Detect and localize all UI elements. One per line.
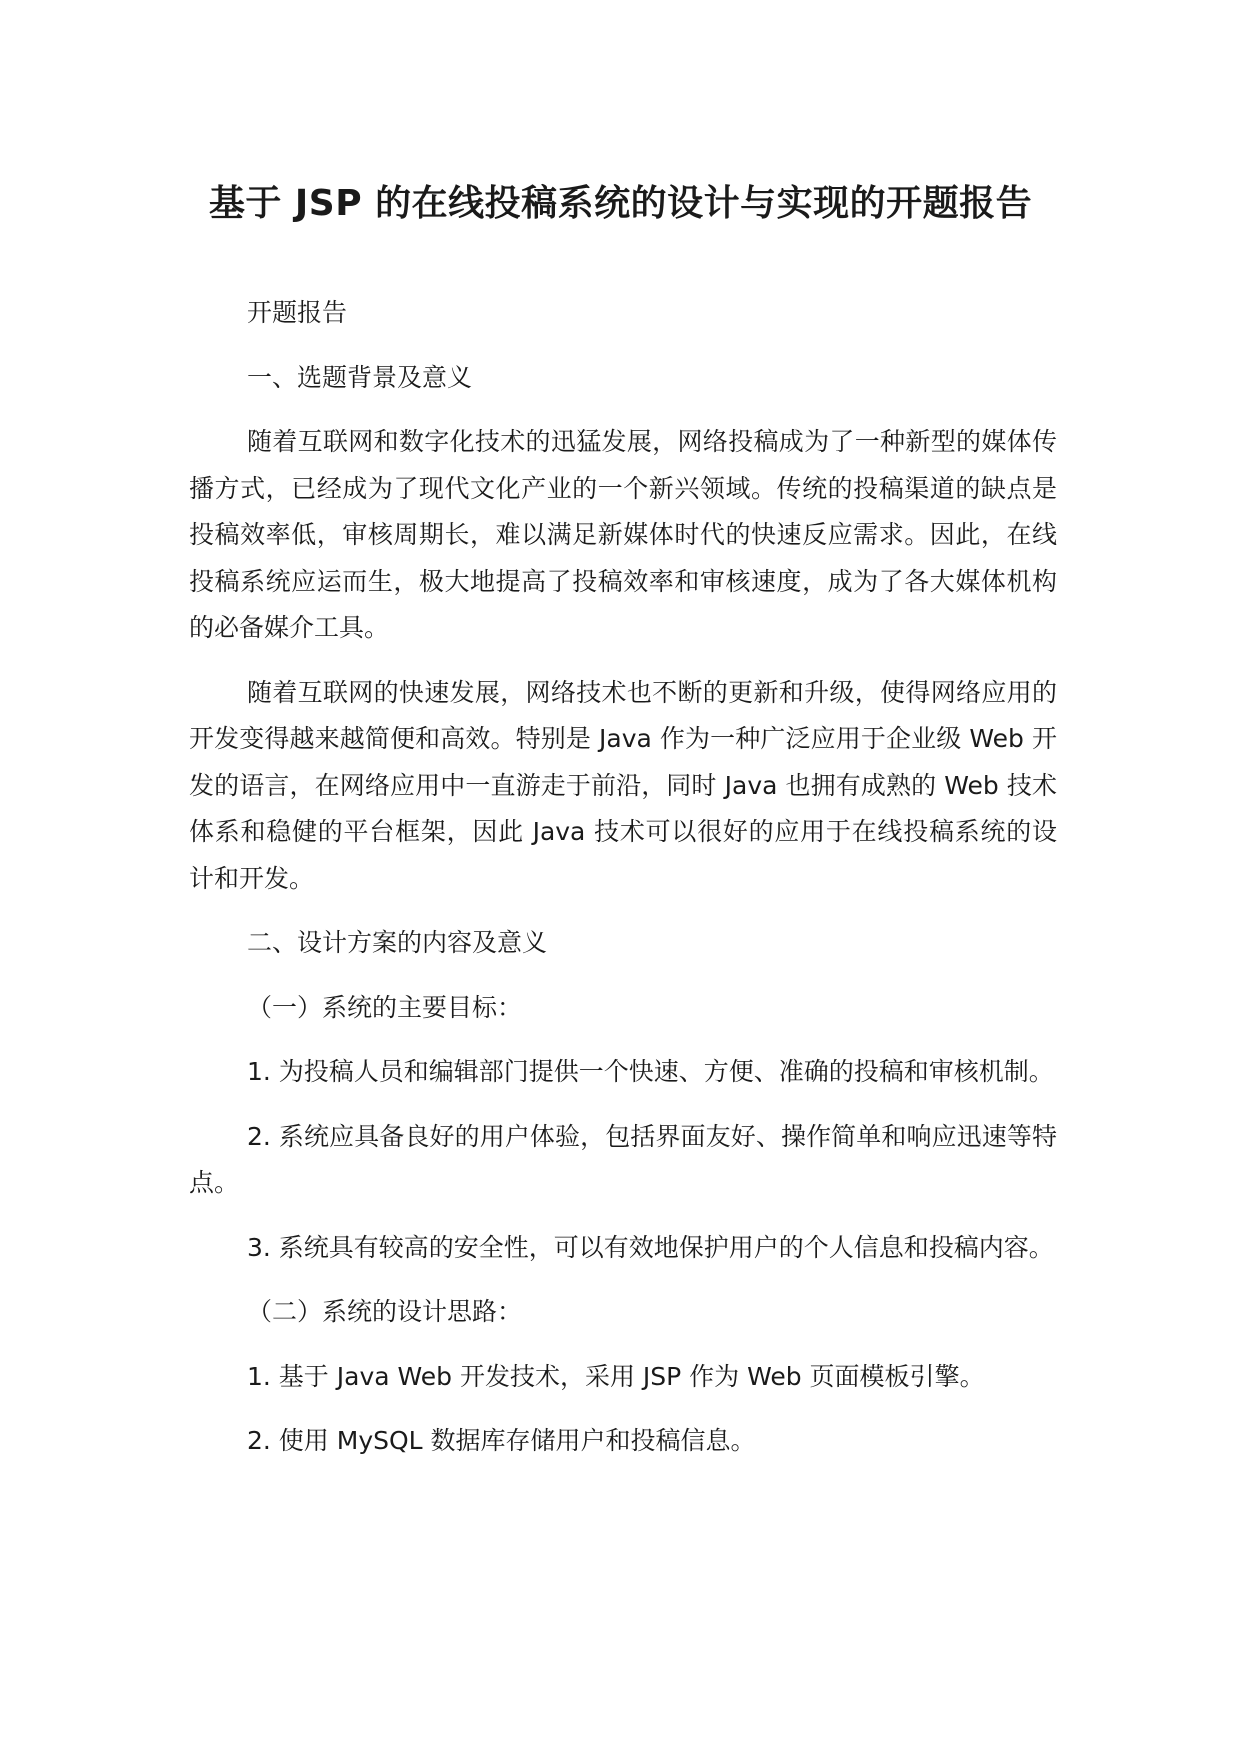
section-heading-design: 二、设计方案的内容及意义 <box>247 928 548 957</box>
document-title: 基于 JSP 的在线投稿系统的设计与实现的开题报告 <box>208 183 1033 224</box>
paragraph-background-2: 随着互联网的快速发展，网络技术也不断的更新和升级，使得网络应用的开发变得越来越简便和高效。特别是 Java 作为一种广泛应用于企业级 Web 开发的语言，在网络应用中一直游走于前沿，同时 Java 也拥有成熟的 Web 技术体系和稳健的平台框架，因此 Java 技术可以很好的应用于在线投稿系统的设计和开发。 <box>189 677 1057 893</box>
section-label: 开题报告 <box>247 298 348 327</box>
list-item-approach-1: 1. 基于 Java Web 开发技术，采用 JSP 作为 Web 页面模板引擎。 <box>247 1361 985 1391</box>
paragraph-background-1: 随着互联网和数字化技术的迅猛发展，网络投稿成为了一种新型的媒体传播方式，已经成为了现代文化产业的一个新兴领域。传统的投稿渠道的缺点是投稿效率低，审核周期长，难以满足新媒体时代的快速反应需求。因此，在线投稿系统应运而生，极大地提高了投稿效率和审核速度，成为了各大媒体机构的必备媒介工具。 <box>189 427 1057 642</box>
list-item-approach-2: 2. 使用 MySQL 数据库存储用户和投稿信息。 <box>247 1426 756 1455</box>
list-item-goal-3: 3. 系统具有较高的安全性，可以有效地保护用户的个人信息和投稿内容。 <box>247 1232 1054 1262</box>
subsection-heading-goals: （一）系统的主要目标： <box>247 992 523 1022</box>
document-body <box>189 290 1057 1483</box>
section-heading-background: 一、选题背景及意义 <box>247 362 473 392</box>
list-item-goal-1: 1. 为投稿人员和编辑部门提供一个快速、方便、准确的投稿和审核机制。 <box>247 1057 1054 1086</box>
subsection-heading-approach: （二）系统的设计思路： <box>247 1297 523 1326</box>
list-item-goal-2: 2. 系统应具备良好的用户体验，包括界面友好、操作简单和响应迅速等特点。 <box>189 1121 1057 1197</box>
